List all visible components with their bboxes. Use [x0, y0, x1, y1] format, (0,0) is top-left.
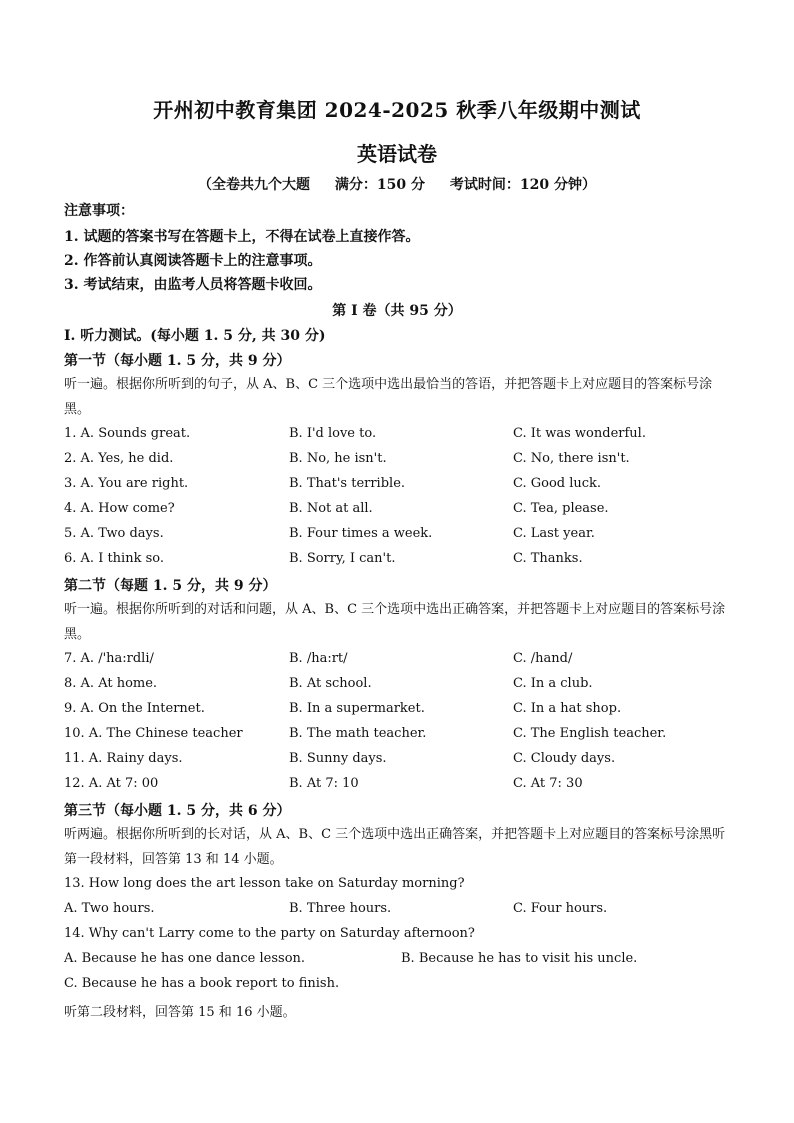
meta-exam-time: 考试时间：120 分钟）	[449, 177, 596, 193]
option-c: C. The English teacher.	[513, 726, 667, 741]
option-a: 7. A. /'ha:rdli/	[64, 651, 154, 666]
option-c: C. In a club.	[513, 676, 593, 691]
question-row	[0, 726, 794, 746]
section2-instruction: 听一遍。根据你所听到的对话和问题，从 A、B、C 三个选项中选出正确答案，并把答题卡上对应题目的答案标号涂黑。	[64, 602, 726, 642]
option-c: C. Four hours.	[513, 901, 608, 916]
question-row	[0, 701, 794, 721]
option-a: 9. A. On the Internet.	[64, 701, 205, 716]
option-c: C. It was wonderful.	[513, 426, 646, 441]
option-a: 10. A. The Chinese teacher	[64, 726, 243, 741]
question-row	[0, 676, 794, 696]
option-b: B. I'd love to.	[289, 426, 377, 441]
option-b: B. Because he has to visit his uncle.	[401, 951, 638, 966]
option-a: 12. A. At 7: 00	[64, 776, 159, 791]
option-b: B. Four times a week.	[289, 526, 433, 541]
section3-heading: 第三节（每小题 1. 5 分，共 6 分）	[64, 803, 291, 819]
part2-note: 听第二段材料，回答第 15 和 16 小题。	[64, 1005, 296, 1020]
option-a: 6. A. I think so.	[64, 551, 164, 566]
question-row	[0, 551, 794, 571]
option-b: B. Sorry, I can't.	[289, 551, 396, 566]
option-a: 4. A. How come?	[64, 501, 175, 516]
option-b: B. In a supermarket.	[289, 701, 425, 716]
meta-full-score: 满分：150 分	[334, 177, 425, 193]
option-b: B. Three hours.	[289, 901, 392, 916]
option-b: B. Not at all.	[289, 501, 373, 516]
option-a: 5. A. Two days.	[64, 526, 164, 541]
question-stem	[0, 876, 794, 896]
notice-item-3: 3. 考试结束，由监考人员将答题卡收回。	[64, 277, 322, 293]
section1-heading: 第一节（每小题 1. 5 分，共 9 分）	[64, 353, 291, 369]
option-c: C. Tea, please.	[513, 501, 609, 516]
option-b: B. Sunny days.	[289, 751, 387, 766]
option-a: 3. A. You are right.	[64, 476, 189, 491]
question-stem	[0, 926, 794, 946]
option-a: A. Because he has one dance lesson.	[64, 951, 306, 966]
option-c: C. No, there isn't.	[513, 451, 630, 466]
option-b: B. At 7: 10	[289, 776, 359, 791]
option-a: 2. A. Yes, he did.	[64, 451, 174, 466]
notice-heading: 注意事项：	[64, 203, 134, 219]
option-b: B. No, he isn't.	[289, 451, 387, 466]
exam-meta	[0, 174, 794, 194]
section1-instruction: 听一遍。根据你所听到的句子，从 A、B、C 三个选项中选出最恰当的答语，并把答题卡上对应题目的答案标号涂黑。	[64, 377, 713, 417]
question-row	[0, 751, 794, 771]
part1-heading: I. 听力测试。(每小题 1. 5 分, 共 30 分)	[64, 328, 326, 344]
option-a: 1. A. Sounds great.	[64, 426, 191, 441]
option-b: B. /ha:rt/	[289, 651, 348, 666]
question-row	[0, 976, 794, 996]
question-row	[0, 501, 794, 521]
question-row	[0, 651, 794, 671]
notice-item-2: 2. 作答前认真阅读答题卡上的注意事项。	[64, 253, 322, 269]
question-row	[0, 901, 794, 921]
section2-heading: 第二节（每题 1. 5 分，共 9 分）	[64, 578, 277, 594]
option-c: C. Because he has a book report to finish.	[64, 976, 340, 991]
question-row	[0, 776, 794, 796]
option-c: C. Good luck.	[513, 476, 602, 491]
option-a: 8. A. At home.	[64, 676, 158, 691]
option-b: B. At school.	[289, 676, 372, 691]
option-c: C. Last year.	[513, 526, 595, 541]
listening-note	[0, 1001, 794, 1021]
question-row	[0, 951, 794, 971]
q14-stem: 14. Why can't Larry come to the party on Saturday afternoon?	[64, 926, 475, 941]
option-c: C. Thanks.	[513, 551, 583, 566]
question-row	[0, 476, 794, 496]
option-c: C. At 7: 30	[513, 776, 583, 791]
section3-instruction: 听两遍。根据你所听到的长对话，从 A、B、C 三个选项中选出正确答案，并把答题卡上对应题目的答案标号涂黑听第一段材料，回答第 13 和 14 小题。	[64, 827, 726, 867]
question-row	[0, 526, 794, 546]
option-c: C. /hand/	[513, 651, 573, 666]
option-a: 11. A. Rainy days.	[64, 751, 183, 766]
question-row	[0, 426, 794, 446]
meta-total-sections: （全卷共九个大题	[198, 177, 311, 193]
volume-heading: 第 I 卷（共 95 分）	[332, 303, 462, 319]
option-b: B. That's terrible.	[289, 476, 406, 491]
option-c: C. Cloudy days.	[513, 751, 616, 766]
notice-item-1: 1. 试题的答案书写在答题卡上，不得在试卷上直接作答。	[64, 229, 420, 245]
q13-stem: 13. How long does the art lesson take on Saturday morning?	[64, 876, 465, 891]
option-b: B. The math teacher.	[289, 726, 427, 741]
exam-subtitle: 英语试卷	[357, 142, 437, 166]
exam-title: 开州初中教育集团 2024-2025 秋季八年级期中测试	[153, 98, 641, 122]
option-a: A. Two hours.	[64, 901, 155, 916]
option-c: C. In a hat shop.	[513, 701, 622, 716]
question-row	[0, 451, 794, 471]
